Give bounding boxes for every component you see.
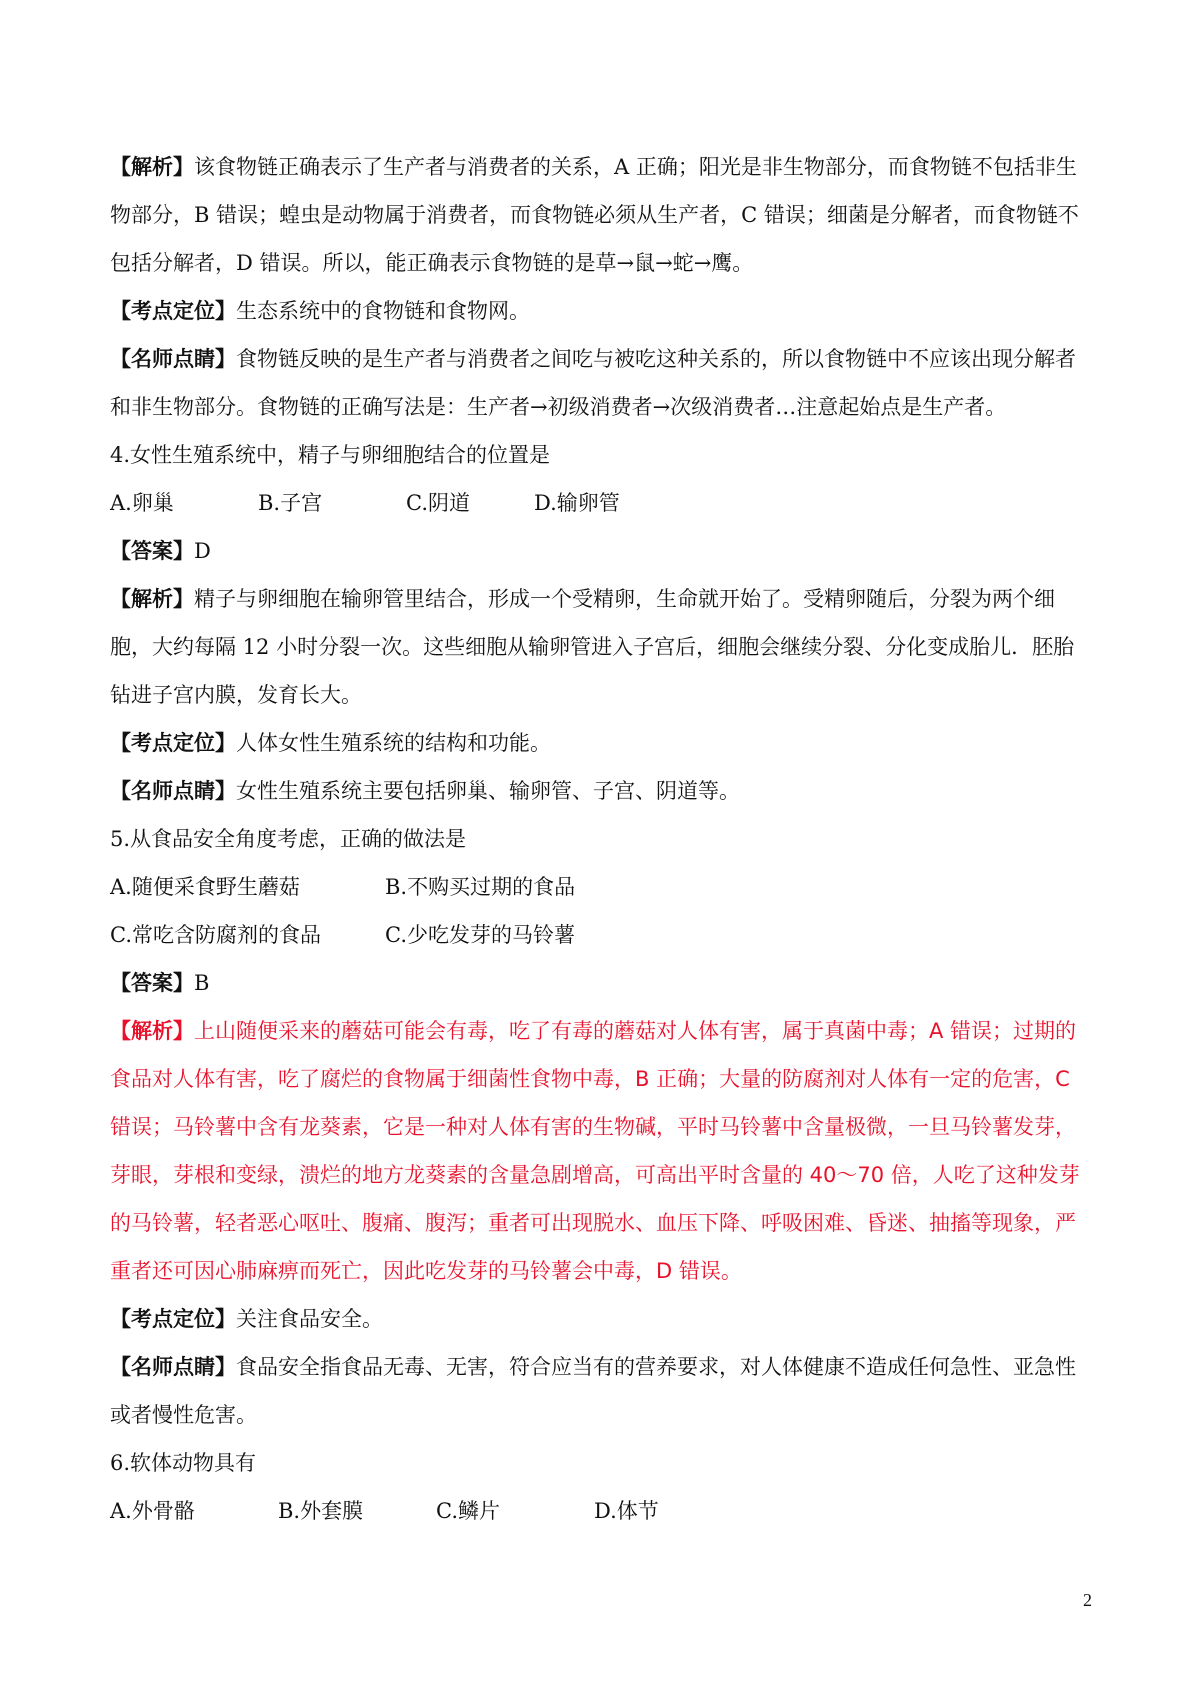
tip-text: 女性生殖系统主要包括卵巢、输卵管、子宫、阴道等。 [236, 779, 740, 803]
q5-option-a: A.随便采食野生蘑菇 [110, 875, 300, 899]
q6-option-a: A.外骨骼 [110, 1499, 195, 1523]
tip-text: 食品安全指食品无毒、无害，符合应当有的营养要求，对人体健康不造成任何急性、亚急性或者慢性危害。 [110, 1355, 1076, 1427]
page-content [110, 143, 1095, 1535]
q6-option-b: B.外套膜 [278, 1499, 364, 1523]
q4-option-b: B.子宫 [258, 491, 323, 515]
q6-options [110, 1487, 1095, 1535]
q4-point [110, 719, 1095, 767]
q6-option-c: C.鳞片 [436, 1499, 500, 1523]
q4-answer [110, 527, 1095, 575]
point-text: 生态系统中的食物链和食物网。 [236, 299, 530, 323]
q5-option-d: C.少吃发芽的马铃薯 [385, 923, 575, 947]
q5-tip [110, 1343, 1095, 1439]
analysis-text: 上山随便采来的蘑菇可能会有毒，吃了有毒的蘑菇对人体有害，属于真菌中毒；A 错误；过期的食品对人体有害，吃了腐烂的食物属于细菌性食物中毒，B 正确；大量的防腐剂对人体有一定的危害，C 错误；马铃薯中含有龙葵素，它是一种对人体有害的生物碱，平时马铃薯中含量极微，一旦马铃薯发芽，芽眼，芽根和变绿，溃烂的地方龙葵素的含量急剧增高，可高出平时含量的 40～70 倍，人吃了这种发芽的马铃薯，轻者恶心呕吐、腹痛、腹泻；重者可出现脱水、血压下降、呼吸困难、昏迷、抽搐等现象，严重者还可因心肺麻痹而死亡，因此吃发芽的马铃薯会中毒，D 错误。 [110, 1019, 1080, 1283]
answer-value: D [194, 539, 211, 563]
q5-options-row-2 [110, 911, 1095, 959]
q5-analysis-highlighted [110, 1007, 1095, 1295]
point-text: 人体女性生殖系统的结构和功能。 [236, 731, 551, 755]
analysis-tag: 【解析】 [110, 1019, 194, 1043]
q4-option-d: D.输卵管 [534, 491, 620, 515]
answer-tag: 【答案】 [110, 538, 194, 563]
analysis-tag: 【解析】 [110, 154, 194, 179]
q3-analysis [110, 143, 1095, 287]
point-tag: 【考点定位】 [110, 298, 236, 323]
point-text: 关注食品安全。 [236, 1307, 383, 1331]
q5-question: 5.从食品安全角度考虑，正确的做法是 [110, 827, 467, 851]
page-number: 2 [1083, 1590, 1092, 1610]
q4-question: 4.女性生殖系统中，精子与卵细胞结合的位置是 [110, 443, 551, 467]
q3-point [110, 287, 1095, 335]
analysis-tag: 【解析】 [110, 586, 194, 611]
tip-tag: 【名师点睛】 [110, 1354, 236, 1379]
q5-option-b: B.不购买过期的食品 [385, 875, 576, 899]
q5-options-row-1 [110, 863, 1095, 911]
q5-point [110, 1295, 1095, 1343]
point-tag: 【考点定位】 [110, 1306, 236, 1331]
answer-tag: 【答案】 [110, 970, 194, 995]
analysis-text: 该食物链正确表示了生产者与消费者的关系，A 正确；阳光是非生物部分，而食物链不包括非生物部分，B 错误；蝗虫是动物属于消费者，而食物链必须从生产者，C 错误；细菌是分解者，而食物链不包括分解者，D 错误。所以，能正确表示食物链的是草→鼠→蛇→鹰。 [110, 155, 1079, 275]
tip-text: 食物链反映的是生产者与消费者之间吃与被吃这种关系的，所以食物链中不应该出现分解者和非生物部分。食物链的正确写法是：生产者→初级消费者→次级消费者…注意起始点是生产者。 [110, 347, 1076, 419]
q6-option-d: D.体节 [594, 1499, 659, 1523]
tip-tag: 【名师点睛】 [110, 346, 236, 371]
answer-value: B [194, 971, 210, 995]
q4-option-a: A.卵巢 [110, 491, 174, 515]
point-tag: 【考点定位】 [110, 730, 236, 755]
q5-answer [110, 959, 1095, 1007]
q5-option-c: C.常吃含防腐剂的食品 [110, 923, 321, 947]
analysis-text: 精子与卵细胞在输卵管里结合，形成一个受精卵，生命就开始了。受精卵随后，分裂为两个细胞，大约每隔 12 小时分裂一次。这些细胞从输卵管进入子宫后，细胞会继续分裂、分化变成胎儿．胚胎钻进子宫内膜，发育长大。 [110, 587, 1075, 707]
q6-question: 6.软体动物具有 [110, 1451, 257, 1475]
q3-tip [110, 335, 1095, 431]
tip-tag: 【名师点睛】 [110, 778, 236, 803]
q4-analysis [110, 575, 1095, 719]
q4-options [110, 479, 1095, 527]
q4-tip [110, 767, 1095, 815]
q4-option-c: C.阴道 [406, 491, 470, 515]
